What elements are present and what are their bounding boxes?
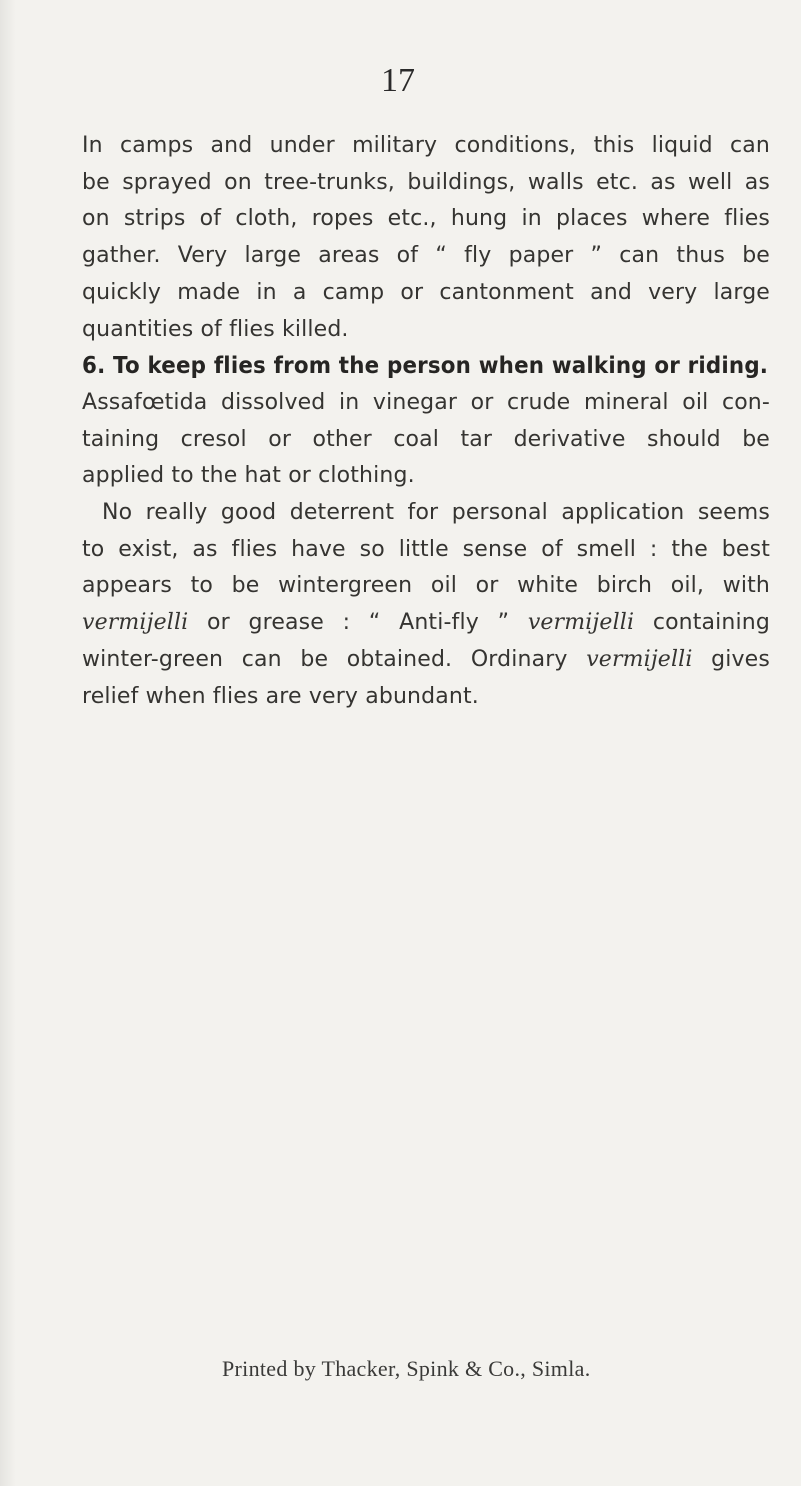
page-number: 17 [381,62,415,99]
text-line [82,642,770,679]
text-line: appears to be wintergreen oil or white birch oil, with [82,573,770,599]
text-line: relief when flies are very abundant. [82,683,479,709]
text-run: gives [692,646,770,672]
body-text [82,128,770,715]
printer-imprint: Printed by Thacker, Spink & Co., Simla. [222,1356,591,1381]
paragraph-deterrent [82,495,770,715]
italic-term: vermijelli [586,646,693,672]
paragraph-camps [82,128,770,348]
text-line: applied to the hat or clothing. [82,463,415,489]
text-run: winter-green can be obtained. Ordinary [82,646,587,672]
text-line: Assafœtida dissolved in vinegar or crude mineral oil con- [82,389,770,415]
italic-term: vermijelli [527,610,635,636]
section-heading: 6. To keep flies from the person when walking or riding. [82,353,769,380]
text-run: containing [634,610,770,636]
text-line: No really good deterrent for personal application seems [102,500,770,526]
text-line: quantities of flies killed. [82,316,349,342]
text-line [82,605,770,642]
text-line: to exist, as flies have so little sense of smell : the best [82,536,770,562]
text-line: In camps and under military conditions, this liquid can [82,133,770,158]
italic-term: vermijelli [82,610,189,636]
text-line: be sprayed on tree-trunks, buildings, walls etc. as well as [82,169,770,195]
text-line: quickly made in a camp or cantonment and very large [82,279,770,305]
text-line: taining cresol or other coal tar derivative should be [82,426,770,452]
text-line: gather. Very large areas of “ fly paper ” can thus be [82,243,770,269]
section-6 [82,348,770,495]
text-run: or grease : “ Anti-fly ” [188,610,528,636]
text-line: on strips of cloth, ropes etc., hung in places where flies [82,206,770,232]
